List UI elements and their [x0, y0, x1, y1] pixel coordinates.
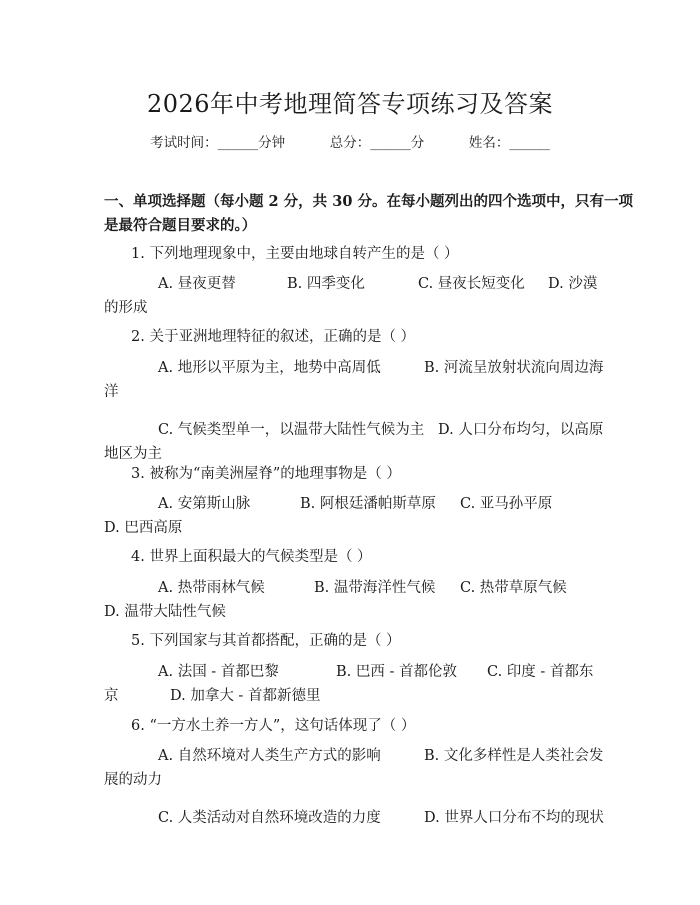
option: B. 河流呈放射状流向周边海	[424, 360, 604, 376]
option: D. 温带大陆性气候	[104, 604, 226, 620]
option: D. 人口分布均匀，以高原	[438, 422, 604, 438]
option: B. 文化多样性是人类社会发	[424, 748, 604, 764]
question-options	[104, 492, 600, 540]
question-stem: 6. “一方水土养一方人”，这句话体现了（ ）	[131, 718, 416, 734]
option: D. 沙漠	[548, 276, 598, 292]
option: A. 热带雨林气候	[158, 580, 265, 596]
exam-meta	[0, 131, 700, 151]
option: B. 温带海洋性气候	[314, 580, 436, 596]
question-stem: 5. 下列国家与其首都搭配，正确的是（ ）	[131, 633, 401, 649]
question-options	[104, 356, 604, 466]
total-score-field: 总分：______分	[329, 135, 425, 151]
question-options	[104, 744, 604, 830]
question-stem: 2. 关于亚洲地理特征的叙述，正确的是（ ）	[131, 329, 416, 345]
option: A. 地形以平原为主，地势中高周低	[158, 360, 381, 376]
option: A. 自然环境对人类生产方式的影响	[158, 748, 381, 764]
question-options	[104, 272, 600, 320]
option: D. 加拿大 - 首都新德里	[170, 688, 321, 704]
question-options	[104, 576, 600, 624]
section-heading-line1: 一、单项选择题（每小题 2 分，共 30 分。在每小题列出的四个选项中，只有一项	[104, 193, 633, 210]
section-heading-line2: 是最符合题目要求的。）	[104, 217, 257, 234]
option: C. 气候类型单一，以温带大陆性气候为主	[158, 422, 425, 438]
page-title: 2026年中考地理简答专项练习及答案	[146, 90, 554, 118]
option-continuation: 展的动力	[104, 772, 162, 788]
question-stem: 1. 下列地理现象中，主要由地球自转产生的是（ ）	[131, 246, 459, 262]
option-continuation: 洋	[104, 384, 119, 400]
question-stem: 3. 被称为“南美洲屋脊”的地理事物是（ ）	[131, 466, 401, 482]
option: A. 安第斯山脉	[158, 496, 251, 512]
option-continuation: 京	[104, 688, 119, 704]
option: C. 亚马孙平原	[460, 496, 553, 512]
option: A. 昼夜更替	[158, 276, 236, 292]
option: D. 巴西高原	[104, 520, 183, 536]
option: B. 巴西 - 首都伦敦	[336, 664, 457, 680]
question-options	[104, 660, 600, 708]
student-name-field: 姓名：______	[468, 135, 550, 151]
option: C. 昼夜长短变化	[418, 276, 525, 292]
option-continuation: 的形成	[104, 300, 148, 316]
question-stem: 4. 世界上面积最大的气候类型是（ ）	[131, 549, 372, 565]
section-heading	[104, 190, 633, 238]
option: C. 热带草原气候	[460, 580, 567, 596]
exam-time-field: 考试时间：______分钟	[150, 135, 286, 151]
option: C. 印度 - 首都东	[487, 664, 594, 680]
option: A. 法国 - 首都巴黎	[158, 664, 279, 680]
option: B. 阿根廷潘帕斯草原	[300, 496, 436, 512]
option: B. 四季变化	[287, 276, 365, 292]
option: D. 世界人口分布不均的现状	[424, 810, 604, 826]
option-continuation: 地区为主	[104, 446, 162, 462]
option: C. 人类活动对自然环境改造的力度	[158, 810, 381, 826]
